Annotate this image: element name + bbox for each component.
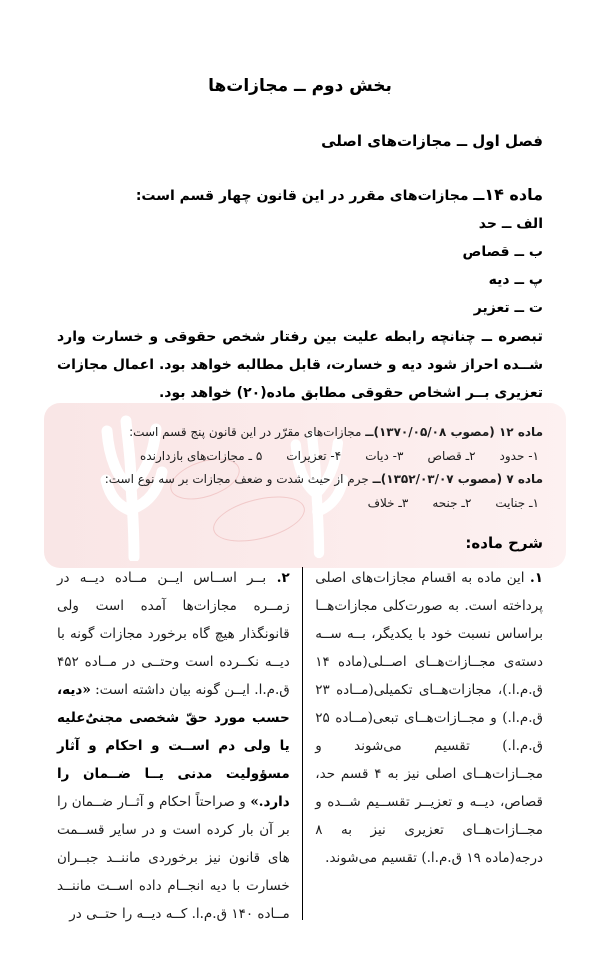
commentary-segment: بــر اســاس ایــن مــاده دیــه در زمــره مجازات‌ها آمده است ولی قانونگذار هیچ گاه برخورد مجازات گونه با دیــه نکــرده است وحتــی در مــاده ۴۵۲ ق.م.ا. ایــن گونه بیان داشته است: [57, 570, 290, 698]
note-label: تبصره ــ [481, 327, 543, 345]
history-line [57, 468, 543, 492]
history-item: ۱- حدود [499, 448, 539, 463]
history-item: ۵ ـ مجازات‌های بازدارنده [140, 448, 263, 463]
note-paragraph [57, 322, 543, 407]
section-title: بخش دوم ــ مجازات‌ها [208, 76, 392, 96]
column-divider [302, 567, 304, 920]
commentary-heading: شرح ماده: [465, 534, 543, 552]
article-item: ت ــ تعزیر [473, 300, 543, 316]
chapter-title: فصل اول ــ مجازات‌های اصلی [321, 132, 543, 150]
history-article-label: ماده ۱۲ (مصوب ۱۳۷۰/۰۵/۰۸)ــ [365, 425, 543, 439]
commentary-column-2 [57, 564, 290, 928]
note-text: چنانچه رابطه علیت بین رفتار شخص حقوقی و خسارت وارد شــده احراز شود دیه و خسارت، قابل مطالبه خواهد بود. اعمال مجازات تعزیری بــر اشخاص حقوقی مطابق ماده(۲۰) خواهد بود. [57, 329, 543, 401]
history-block [57, 421, 543, 515]
history-article-text: مجازات‌های مقرّر در این قانون پنج قسم است: [129, 425, 366, 439]
commentary-segment: این ماده به اقسام مجازات‌های اصلی پرداخته است. به صورت‌کلی مجازات‌هــا براساس نسبت خود با یکدیگر، بــه ســه دسته‌ی مجــازات‌هــای اصــلی(ماده ۱۴ ق.م.ا.)، مجازات‌هــای تکمیلی(مــاده ۲۳ ق.م.ا.) و مجــازات‌هــای تبعی(مــاده ۲۵ ق.م.ا.) تقسیم می‌شوند و مجــازات‌هــای اصلی نیز به ۴ قسم حد، قصاص، دیــه و تعزیــر تقســیم شــده و مجــازات‌هــای تعزیری نیز به ۸ درجه(ماده ۱۹ ق.م.ا.) تقسیم می‌شوند. [315, 570, 543, 866]
history-item-row [57, 492, 543, 516]
history-item: ۳- دیات [365, 448, 404, 463]
article-item: پ ــ دیه [488, 272, 543, 288]
commentary-segment: و صراحتاً احکام و آثــار ضــمان را بر آن بار کرده است و در سایر قســمت های قانون نیز برخوردی ماننــد جبــران خسارت با دیه انجــام داده اســت ماننــد مــاده ۱۴۰ ق.م.ا. کــه دیــه را حتــی در [57, 794, 290, 922]
commentary-segment: «دیه، حسب مورد حقّ شخصی مجنیٌ‌علیه یا ولی دم اســت و احکام و آثار مسؤولیت مدنی یــا ضــمان را دارد.» [57, 682, 290, 810]
article-item: ب ــ قصاص [462, 244, 543, 260]
history-item: ۲ـ قصاص [427, 448, 476, 463]
commentary-segment: ۲. [266, 570, 290, 586]
article-14-paragraph [57, 181, 543, 210]
history-item: ۴- تعزیرات [286, 448, 342, 463]
commentary-columns [57, 564, 543, 928]
article-item: الف ــ حد [478, 216, 543, 232]
history-article-text: جرم از حیث شدت و ضعف مجازات بر سه نوع است: [104, 472, 373, 486]
article-14-intro: مجازات‌های مقرر در این قانون چهار قسم است: [135, 188, 469, 204]
article-14-label: ماده ۱۴ــ [473, 185, 543, 204]
history-item-row [57, 445, 543, 469]
history-item: ۳ـ خلاف [367, 495, 409, 510]
history-item: ۲ـ جنحه [432, 495, 472, 510]
history-item: ۱ـ جنایت [495, 495, 539, 510]
history-line [57, 421, 543, 445]
article-item-list [57, 210, 543, 322]
commentary-segment: ۱. [524, 570, 543, 586]
commentary-column-1 [315, 564, 543, 928]
history-article-label: ماده ۷ (مصوب ۱۳۵۲/۰۳/۰۷)ــ [372, 472, 543, 486]
